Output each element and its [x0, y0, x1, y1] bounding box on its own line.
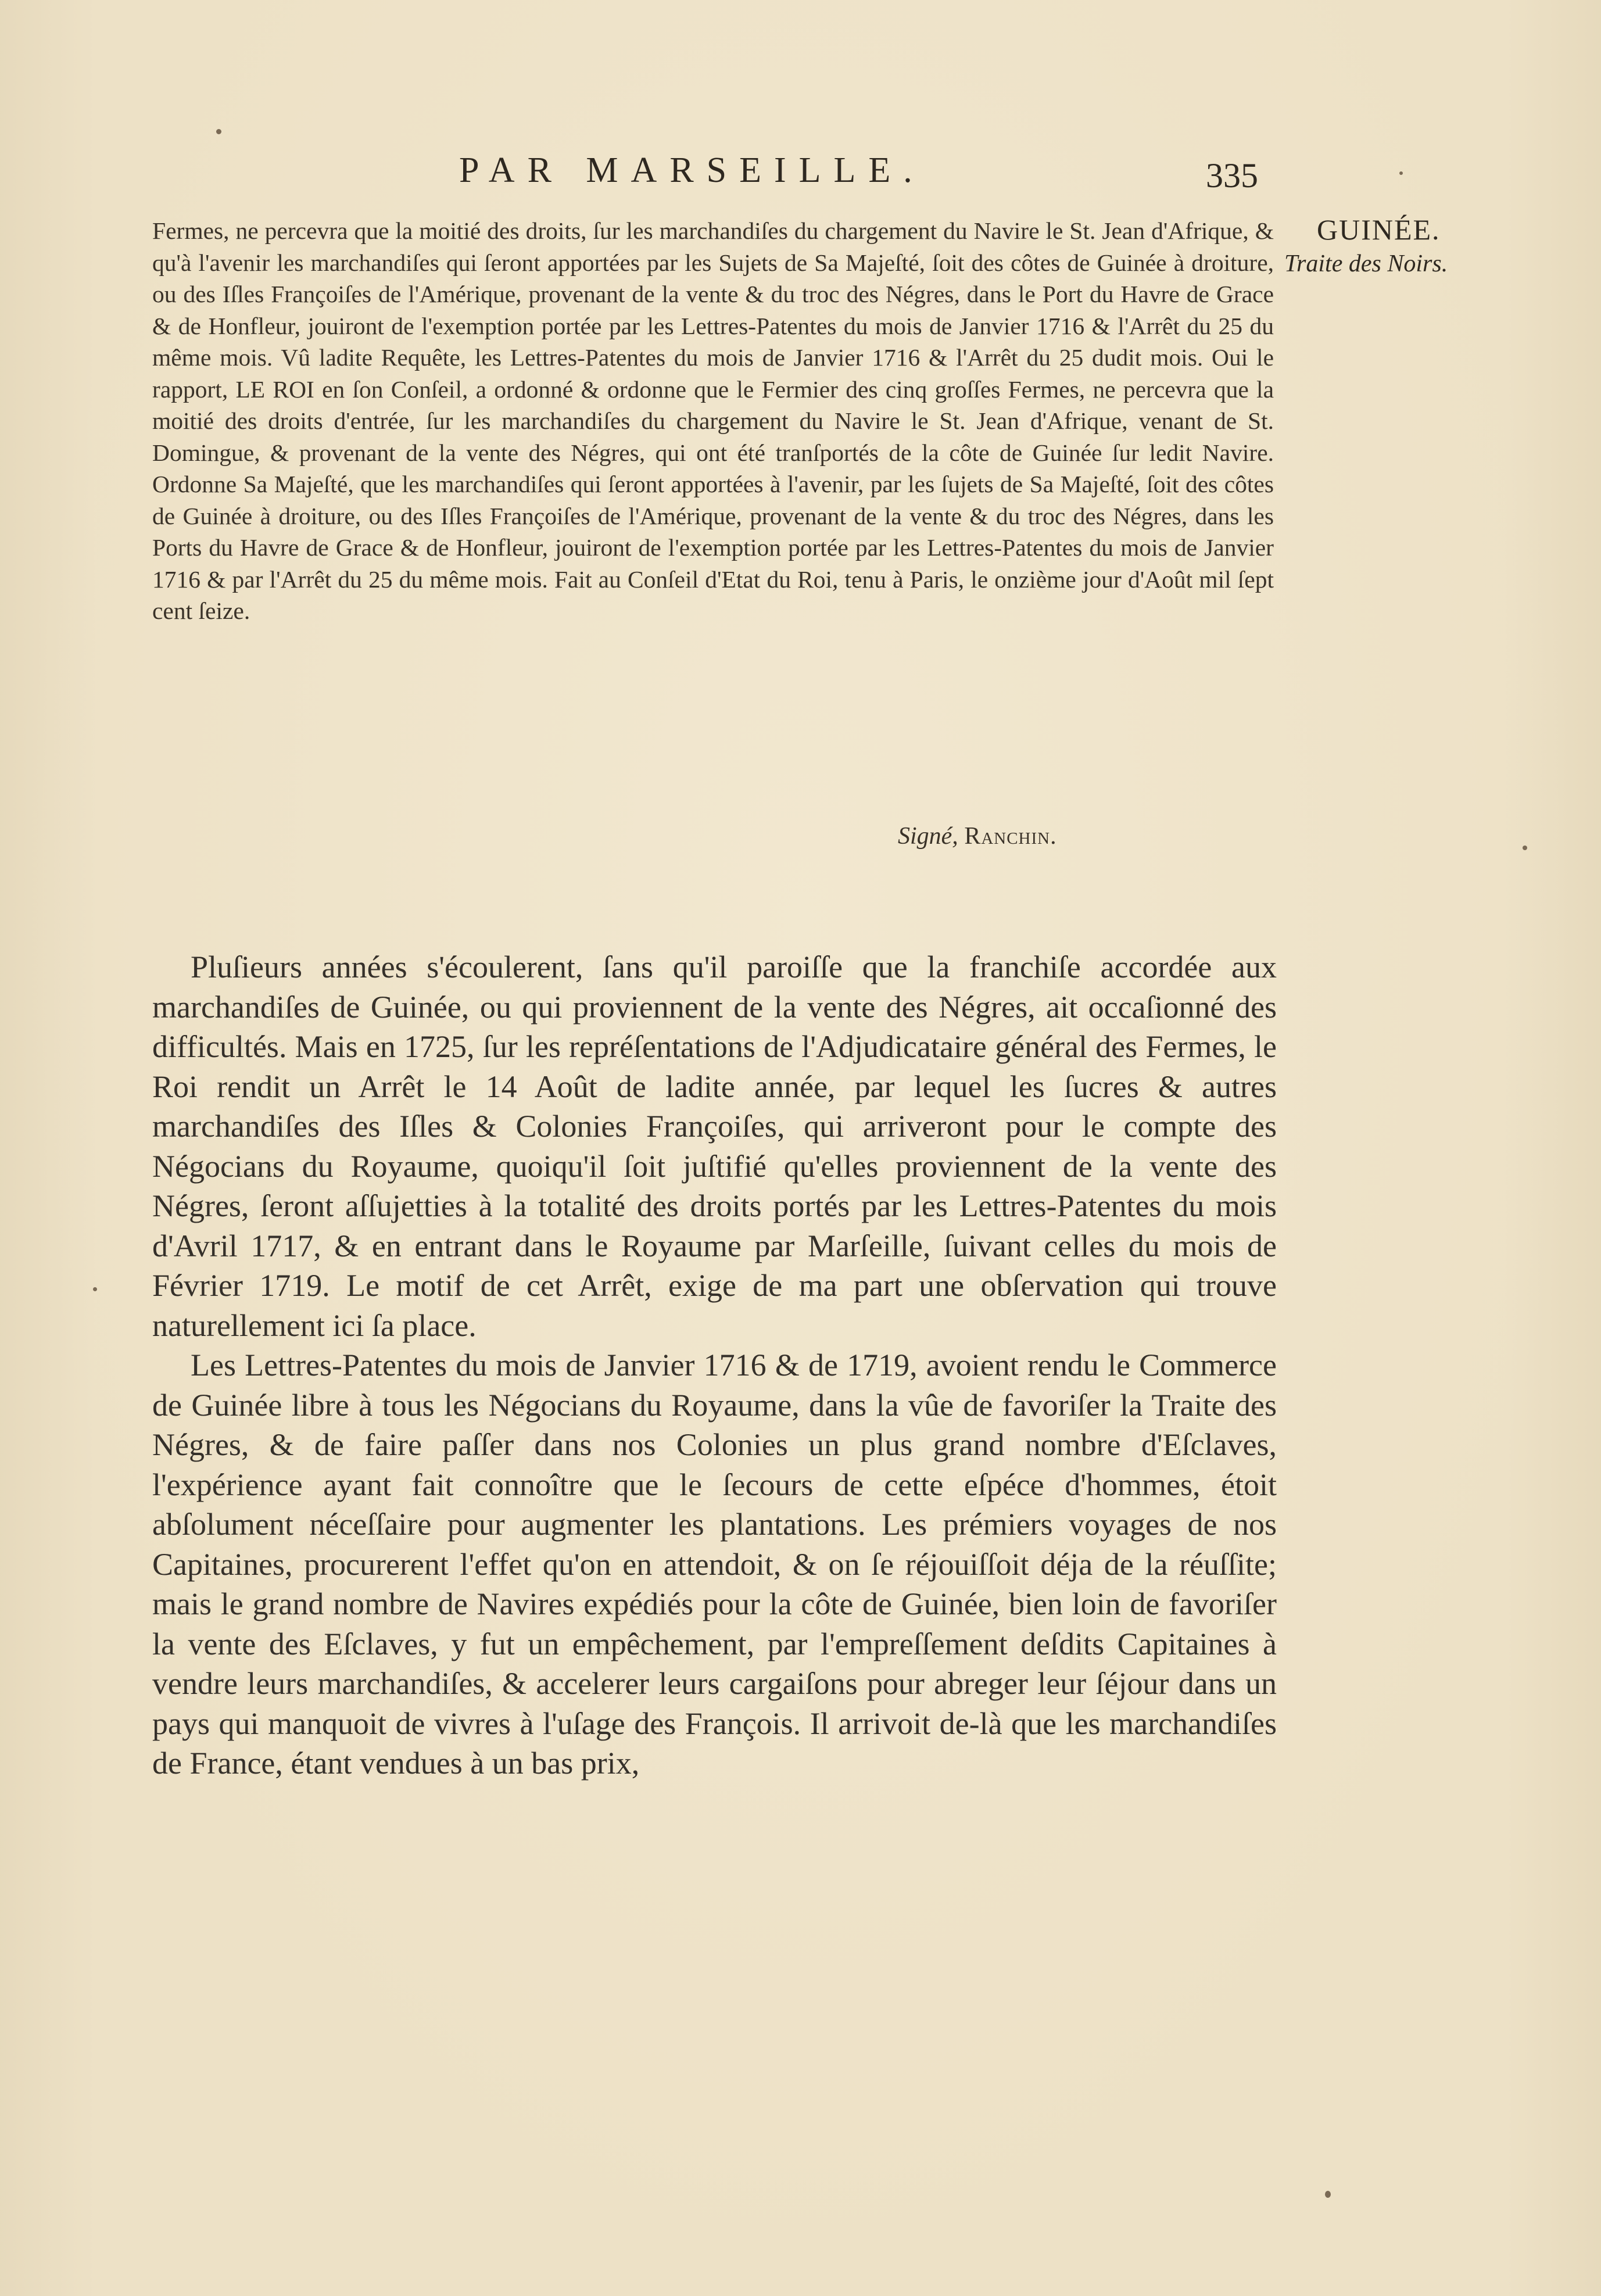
paper-speck — [1523, 846, 1527, 850]
paper-speck — [1399, 171, 1403, 175]
margin-note-subtitle: Traite des Noirs. — [1284, 250, 1448, 277]
paper-speck — [216, 129, 221, 134]
signature-name: Ranchin. — [964, 823, 1057, 850]
paper-speck — [93, 1287, 97, 1291]
margin-note-title: GUINÉE. — [1317, 213, 1441, 246]
signature-label: Signé, — [898, 823, 958, 850]
body-text — [152, 947, 1277, 1783]
signature — [898, 822, 1057, 850]
paper-speck — [1325, 2191, 1331, 2198]
paragraph: Les Lettres-Patentes du mois de Janvier 1716 & de 1719, avoient rendu le Commerce de Guinée libre à tous les Négocians du Royaume, dans la vûe de favoriſer la Traite des Négres, & de faire paſſer dans nos Colonies un plus grand nombre d'Eſclaves, l'expérience ayant fait connoître que le ſecours de cette eſpéce d'hommes, étoit abſolument néceſſaire pour augmenter les plantations. Les prémiers voyages de nos Capitaines, procurerent l'effet qu'on en attendoit, & on ſe réjouiſſoit déja de la réuſſite; mais le grand nombre de Navires expédiés pour la côte de Guinée, bien loin de favoriſer la vente des Eſclaves, y fut un empêchement, par l'empreſſement deſdits Capitaines à vendre leurs marchandiſes, & accelerer leurs cargaiſons pour abreger leur ſéjour dans un pays qui manquoit de vivres à l'uſage des François. Il arrivoit de-là que les marchandiſes de France, étant vendues à un bas prix, — [152, 1348, 1277, 1781]
margin-note — [1284, 212, 1540, 281]
running-title: PAR MARSEILLE. — [459, 151, 925, 190]
page-number: 335 — [1206, 156, 1258, 195]
paragraph: Pluſieurs années s'écoulerent, ſans qu'il paroiſſe que la franchiſe accordée aux marchandiſes de Guinée, ou qui proviennent de la vente des Négres, ait occaſionné des difficultés. Mais en 1725, ſur les repréſentations de l'Adjudicataire général des Fermes, le Roi rendit un Arrêt le 14 Août de ladite année, par lequel les ſucres & autres marchandiſes des Iſles & Colonies Françoiſes, qui arriveront pour le compte des Négocians du Royaume, quoiqu'il ſoit juſtifié qu'elles proviennent de la vente des Négres, ſeront aſſujetties à la totalité des droits portés par les Lettres-Patentes du mois d'Avril 1717, & en entrant dans le Royaume par Marſeille, ſuivant celles du mois de Février 1719. Le motif de cet Arrêt, exige de ma part une obſervation qui trouve naturellement ici ſa place. — [152, 950, 1277, 1343]
decree-text: Fermes, ne percevra que la moitié des droits, ſur les marchandiſes du chargement du Navire le St. Jean d'Afrique, & qu'à l'avenir les marchandiſes qui ſeront apportées par les Sujets de Sa Majeſté, ſoit des côtes de Guinée à droiture, ou des Iſles Françoiſes de l'Amérique, provenant de la vente & du troc des Négres, dans le Port du Havre de Grace & de Honfleur, jouiront de l'exemption portée par les Lettres-Patentes du mois de Janvier 1716 & l'Arrêt du 25 du même mois. Vû ladite Requête, les Lettres-Patentes du mois de Janvier 1716 & l'Arrêt du 25 dudit mois. Oui le rapport, LE ROI en ſon Conſeil, a ordonné & ordonne que le Fermier des cinq groſſes Fermes, ne percevra que la moitié des droits d'entrée, ſur les marchandiſes du chargement du Navire le St. Jean d'Afrique, venant de St. Domingue, & provenant de la vente des Négres, qui ont été tranſportés de la côte de Guinée ſur ledit Navire. Ordonne Sa Majeſté, que les marchandiſes qui ſeront apportées à l'avenir, par les ſujets de Sa Majeſté, ſoit des côtes de Guinée à droiture, ou des Iſles Françoiſes de l'Amérique, provenant de la vente & du troc des Négres, dans les Ports du Havre de Grace & de Honfleur, jouiront de l'exemption portée par les Lettres-Patentes du mois de Janvier 1716 & par l'Arrêt du 25 du même mois. Fait au Conſeil d'Etat du Roi, tenu à Paris, le onzième jour d'Août mil ſept cent ſeize. — [152, 217, 1274, 624]
